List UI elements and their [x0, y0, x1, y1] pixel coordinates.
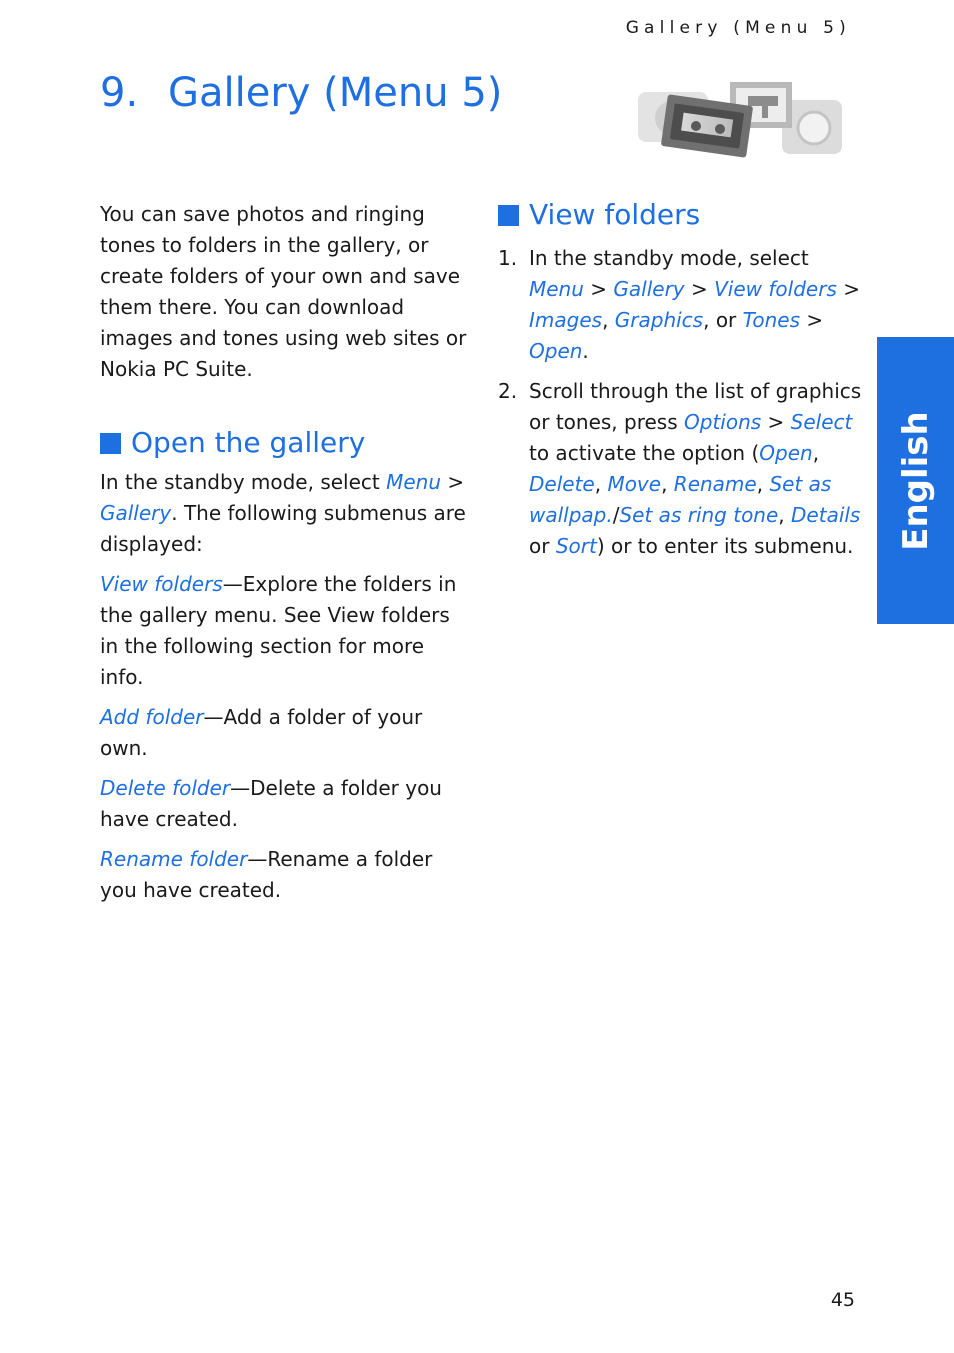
step-link: Set as wallpap. — [529, 472, 832, 527]
step-text: , — [602, 308, 615, 332]
submenu-term: Delete folder — [100, 776, 231, 800]
square-bullet-icon — [100, 433, 121, 454]
view-folders-heading-text: View folders — [529, 198, 701, 231]
page-number: 45 — [830, 1289, 855, 1311]
step-number: 1. — [498, 246, 518, 270]
running-header: Gallery (Menu 5) — [625, 18, 851, 38]
step-text: > — [836, 277, 860, 301]
submenu-desc: —Rename a folder you have created. — [100, 847, 433, 902]
submenu-item-view-folders — [100, 569, 470, 693]
steps-list — [498, 243, 863, 562]
separator-text: > — [441, 470, 465, 494]
step-body — [529, 376, 863, 562]
step-link: Set as ring tone — [619, 503, 779, 527]
step-text: , — [594, 472, 608, 496]
step-link: Rename — [673, 472, 757, 496]
step-text: Scroll through the list of graphics or tones, press — [529, 379, 862, 434]
submenu-item-delete-folder — [100, 773, 470, 835]
step-text: or — [529, 534, 556, 558]
step-link: View folders — [714, 277, 837, 301]
step-text: > — [583, 277, 614, 301]
left-column — [100, 199, 470, 915]
submenu-desc: —Delete a folder you have created. — [100, 776, 442, 831]
language-tab-label: English — [895, 410, 936, 551]
step-link: Graphics — [614, 308, 704, 332]
step-text: , — [661, 472, 674, 496]
step-text: , — [756, 472, 770, 496]
step-link: Details — [791, 503, 861, 527]
step-link: Sort — [555, 534, 597, 558]
step-link: Images — [529, 308, 603, 332]
open-gallery-heading-text: Open the gallery — [131, 426, 366, 459]
step-1 — [498, 243, 863, 367]
gallery-link: Gallery — [100, 501, 172, 525]
chapter-number: 9. — [100, 70, 139, 116]
step-link: Tones — [742, 308, 801, 332]
step-text: ) or to enter its submenu. — [596, 534, 854, 558]
step-link: Select — [790, 410, 853, 434]
step-text: , — [812, 441, 820, 465]
submenu-desc: —Explore the folders in the gallery menu. See View folders in the following section for more info. — [100, 572, 457, 689]
square-bullet-icon — [498, 205, 519, 226]
step-link: Open — [529, 339, 583, 363]
language-tab — [877, 337, 954, 624]
step-text: to activate the option ( — [529, 441, 760, 465]
open-gallery-heading — [100, 425, 470, 461]
step-link: Options — [684, 410, 762, 434]
step-text: > — [761, 410, 791, 434]
submenu-item-add-folder — [100, 702, 470, 764]
right-column — [498, 199, 863, 571]
step-body — [529, 243, 863, 367]
submenu-term: Add folder — [100, 705, 204, 729]
step-link: Menu — [529, 277, 584, 301]
view-folders-heading — [498, 197, 863, 233]
step-text: In the standby mode, select — [529, 246, 809, 270]
chapter-title — [100, 70, 502, 116]
submenu-term: View folders — [100, 572, 223, 596]
lead-text: In the standby mode, select — [100, 470, 387, 494]
intro-paragraph: You can save photos and ringing tones to folders in the gallery, or create folders of your own and save them there. You can download images and tones using web sites or Nokia PC Suite. — [100, 202, 467, 381]
step-number: 2. — [498, 379, 518, 403]
step-2 — [498, 376, 863, 562]
submenu-item-rename-folder — [100, 844, 470, 906]
step-link: Move — [607, 472, 662, 496]
open-gallery-lead — [100, 467, 470, 560]
step-text: , or — [703, 308, 743, 332]
submenu-desc: —Add a folder of your own. — [100, 705, 423, 760]
lead-text: . The following submenus are displayed: — [100, 501, 466, 556]
chapter-title-text: Gallery (Menu 5) — [168, 70, 503, 116]
step-text: . — [582, 339, 589, 363]
step-link: Delete — [529, 472, 595, 496]
step-text: > — [684, 277, 715, 301]
submenu-term: Rename folder — [100, 847, 248, 871]
step-link: Gallery — [613, 277, 685, 301]
step-text: , — [778, 503, 792, 527]
step-link: Open — [759, 441, 813, 465]
step-text: / — [612, 503, 620, 527]
gallery-collage-icon — [632, 78, 844, 158]
menu-link: Menu — [386, 470, 442, 494]
step-text: > — [800, 308, 824, 332]
